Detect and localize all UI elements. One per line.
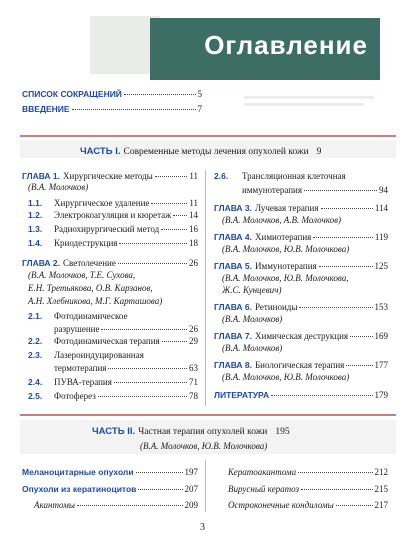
- part-authors: (В.А. Молочков, Ю.В. Молочкова): [140, 441, 268, 451]
- toc-item[interactable]: [28, 238, 198, 249]
- chapter-authors: (В.А. Молочков): [222, 343, 283, 353]
- item-number: 2.5.: [28, 391, 43, 401]
- part-heading-2[interactable]: [92, 426, 290, 438]
- part-heading-1[interactable]: [80, 146, 321, 158]
- part-title: Частная терапия опухолей кожи: [138, 427, 268, 437]
- leader-dots: [138, 489, 182, 490]
- chapter-label: ГЛАВА 8.: [214, 360, 253, 370]
- toc-chapter-5[interactable]: [214, 261, 388, 272]
- leader-dots: [72, 109, 196, 110]
- toc-entry-page: 207: [184, 484, 198, 494]
- faded-text-line: [244, 103, 364, 106]
- column-divider: [205, 170, 206, 406]
- column-divider: [205, 460, 206, 512]
- chapter-label: ГЛАВА 2.: [22, 258, 61, 268]
- item-number: 2.3.: [28, 350, 43, 360]
- item-title: Фотодинамическая терапия: [54, 336, 160, 346]
- item-title-cont: разрушение: [54, 323, 100, 334]
- toc-item[interactable]: [28, 336, 198, 347]
- chapter-authors: (В.А. Молочков): [222, 314, 283, 324]
- toc-chapter-2[interactable]: [22, 258, 198, 269]
- faded-text-line: [244, 96, 374, 99]
- toc-entry-introduction[interactable]: [22, 104, 202, 115]
- chapter-page: 119: [374, 232, 388, 242]
- chapter-title: Хирургические методы: [63, 171, 153, 181]
- toc-entry-page: 5: [197, 89, 202, 99]
- item-number: 2.2.: [28, 336, 43, 346]
- toc-item[interactable]: [28, 350, 198, 374]
- toc-entry[interactable]: [228, 500, 388, 511]
- item-page: 18: [189, 238, 198, 248]
- toc-entry-label: Остроконечные кондиломы: [228, 500, 334, 510]
- leader-dots: [162, 341, 187, 342]
- item-page: 14: [189, 210, 198, 220]
- section-divider: [20, 135, 396, 137]
- toc-chapter-8[interactable]: [214, 360, 388, 371]
- chapter-authors: Е.Н. Третьякова, О.В. Карзанов,: [28, 283, 153, 293]
- toc-entry[interactable]: [34, 500, 198, 511]
- item-title: Радиохирургический метод: [54, 224, 160, 234]
- leader-dots: [321, 208, 373, 209]
- chapter-title: Светолечение: [63, 258, 116, 268]
- leader-dots: [298, 472, 372, 473]
- part-page: 9: [316, 147, 322, 157]
- leader-dots: [319, 266, 373, 267]
- leader-dots: [301, 489, 372, 490]
- chapter-authors: (В.А. Молочков, А.В. Молочков): [222, 215, 342, 225]
- item-number: 2.4.: [28, 377, 43, 387]
- leader-dots: [114, 382, 187, 383]
- toc-entry[interactable]: [228, 467, 388, 478]
- part-title: Современные методы лечения опухолей кожи: [123, 147, 309, 157]
- leader-dots: [350, 336, 372, 337]
- chapter-authors: А.Н. Хлебникова, М.Г. Карташова): [28, 296, 163, 306]
- toc-entry[interactable]: [22, 484, 198, 495]
- leader-dots: [161, 229, 187, 230]
- item-page: 11: [189, 198, 198, 208]
- chapter-title: Биологическая терапия: [255, 360, 345, 370]
- toc-item[interactable]: [28, 198, 198, 209]
- item-title: Хирургическое удаление: [54, 198, 150, 208]
- toc-chapter-6[interactable]: [214, 302, 388, 313]
- item-title: ПУВА-терапия: [54, 377, 112, 387]
- leader-dots: [271, 395, 372, 396]
- toc-entry[interactable]: [22, 467, 198, 478]
- toc-entry-page: 197: [184, 467, 198, 477]
- chapter-title: Иммунотерапия: [255, 261, 317, 271]
- item-title-cont: иммунотерапия: [242, 184, 302, 195]
- part-label: ЧАСТЬ II.: [92, 426, 136, 437]
- item-page: 63: [189, 362, 198, 373]
- chapter-page: 11: [189, 171, 198, 181]
- leader-dots: [108, 368, 187, 369]
- chapter-authors: Ж.С. Кунцевич): [222, 285, 282, 295]
- toc-chapter-7[interactable]: [214, 331, 388, 342]
- leader-dots: [155, 176, 188, 177]
- item-page: 16: [189, 224, 198, 234]
- leader-dots: [119, 243, 187, 244]
- item-number: 1.3.: [28, 224, 43, 234]
- leader-dots: [77, 505, 183, 506]
- chapter-label: ГЛАВА 4.: [214, 232, 253, 242]
- toc-item[interactable]: [28, 224, 198, 235]
- item-page: 29: [189, 336, 198, 346]
- toc-entry-page: 179: [374, 390, 388, 400]
- part-label: ЧАСТЬ I.: [80, 146, 121, 157]
- page-number: 3: [200, 522, 205, 533]
- chapter-authors: (В.А. Молочков): [28, 182, 89, 192]
- toc-item[interactable]: [28, 311, 198, 335]
- chapter-authors: (В.А. Молочков, Ю.В. Молочкова,: [222, 273, 349, 283]
- toc-entry-label: ЛИТЕРАТУРА: [214, 390, 270, 400]
- toc-entry-label: Кератоакантома: [228, 467, 297, 477]
- leader-dots: [336, 505, 373, 506]
- chapter-label: ГЛАВА 3.: [214, 203, 253, 213]
- toc-item[interactable]: [28, 391, 198, 402]
- chapter-title: Ретиноиды: [255, 302, 298, 312]
- chapter-page: 114: [374, 203, 388, 213]
- toc-entry-label: СПИСОК СОКРАЩЕНИЙ: [22, 89, 122, 99]
- chapter-page: 125: [374, 261, 388, 271]
- page-title: Оглавление: [204, 30, 368, 60]
- chapter-authors: (В.А. Молочков, Ю.В. Молочкова): [222, 372, 350, 382]
- item-number: 2.1.: [28, 311, 43, 321]
- toc-entry-page: 217: [374, 500, 388, 510]
- chapter-title: Химиотерапия: [255, 232, 312, 242]
- toc-entry-page: 209: [184, 500, 198, 510]
- toc-chapter-1[interactable]: [22, 171, 198, 182]
- chapter-page: 26: [189, 258, 198, 268]
- item-title: Трансляционная клеточная: [242, 171, 346, 181]
- section-divider: [20, 414, 396, 416]
- toc-entry-page: 7: [197, 104, 202, 114]
- chapter-title: Химическая деструкция: [255, 331, 349, 341]
- chapter-page: 169: [374, 331, 388, 341]
- chapter-label: ГЛАВА 5.: [214, 261, 253, 271]
- item-title: Электрокоагуляция и кюретаж: [54, 210, 172, 220]
- item-title: Фотоферез: [54, 391, 96, 401]
- chapter-label: ГЛАВА 1.: [22, 171, 61, 181]
- chapter-page: 153: [374, 302, 388, 312]
- toc-item[interactable]: [28, 377, 198, 388]
- leader-dots: [299, 307, 372, 308]
- item-number: 1.4.: [28, 238, 43, 248]
- toc-entry-page: 212: [374, 467, 388, 477]
- toc-entry-page: 215: [374, 484, 388, 494]
- toc-entry-label: ВВЕДЕНИЕ: [22, 104, 70, 114]
- chapter-authors: (В.А. Молочков, Ю.В. Молочкова): [222, 244, 350, 254]
- toc-chapter-4[interactable]: [214, 232, 388, 243]
- leader-dots: [313, 237, 373, 238]
- item-page: 26: [189, 323, 198, 334]
- item-title-cont: термотерапия: [54, 362, 107, 373]
- chapter-page: 177: [374, 360, 388, 370]
- item-title: Фотодинамическое: [54, 311, 128, 321]
- toc-entry-abbreviations[interactable]: [22, 89, 202, 100]
- toc-entry-literature[interactable]: [214, 390, 388, 401]
- leader-dots: [346, 365, 372, 366]
- toc-entry-label: Вирусный кератоз: [228, 484, 300, 494]
- leader-dots: [101, 329, 187, 330]
- chapter-label: ГЛАВА 7.: [214, 331, 253, 341]
- item-number: 1.1.: [28, 198, 43, 208]
- leader-dots: [136, 472, 183, 473]
- item-title: Криодеструкция: [54, 238, 118, 248]
- item-page: 71: [189, 377, 198, 387]
- leader-dots: [98, 396, 187, 397]
- leader-dots: [173, 215, 187, 216]
- chapter-title: Лучевая терапия: [255, 203, 319, 213]
- leader-dots: [304, 190, 377, 191]
- toc-item[interactable]: [214, 171, 388, 196]
- toc-entry-label: Меланоцитарные опухоли: [22, 467, 134, 477]
- chapter-authors: (В.А. Молочков, Т.Е. Сухова,: [28, 270, 136, 280]
- toc-entry[interactable]: [228, 484, 388, 495]
- item-number: 1.2.: [28, 210, 43, 220]
- leader-dots: [124, 94, 196, 95]
- toc-entry-label: Акантомы: [34, 500, 75, 510]
- item-page: 94: [379, 184, 388, 195]
- part-page: 195: [275, 427, 290, 437]
- leader-dots: [151, 203, 187, 204]
- toc-chapter-3[interactable]: [214, 203, 388, 214]
- item-title: Лазероиндуцированная: [54, 350, 144, 360]
- toc-entry-label: Опухоли из кератиноцитов: [22, 484, 137, 494]
- item-number: 2.6.: [214, 171, 229, 181]
- toc-item[interactable]: [28, 210, 198, 221]
- item-page: 78: [189, 391, 198, 401]
- chapter-label: ГЛАВА 6.: [214, 302, 253, 312]
- leader-dots: [118, 263, 187, 264]
